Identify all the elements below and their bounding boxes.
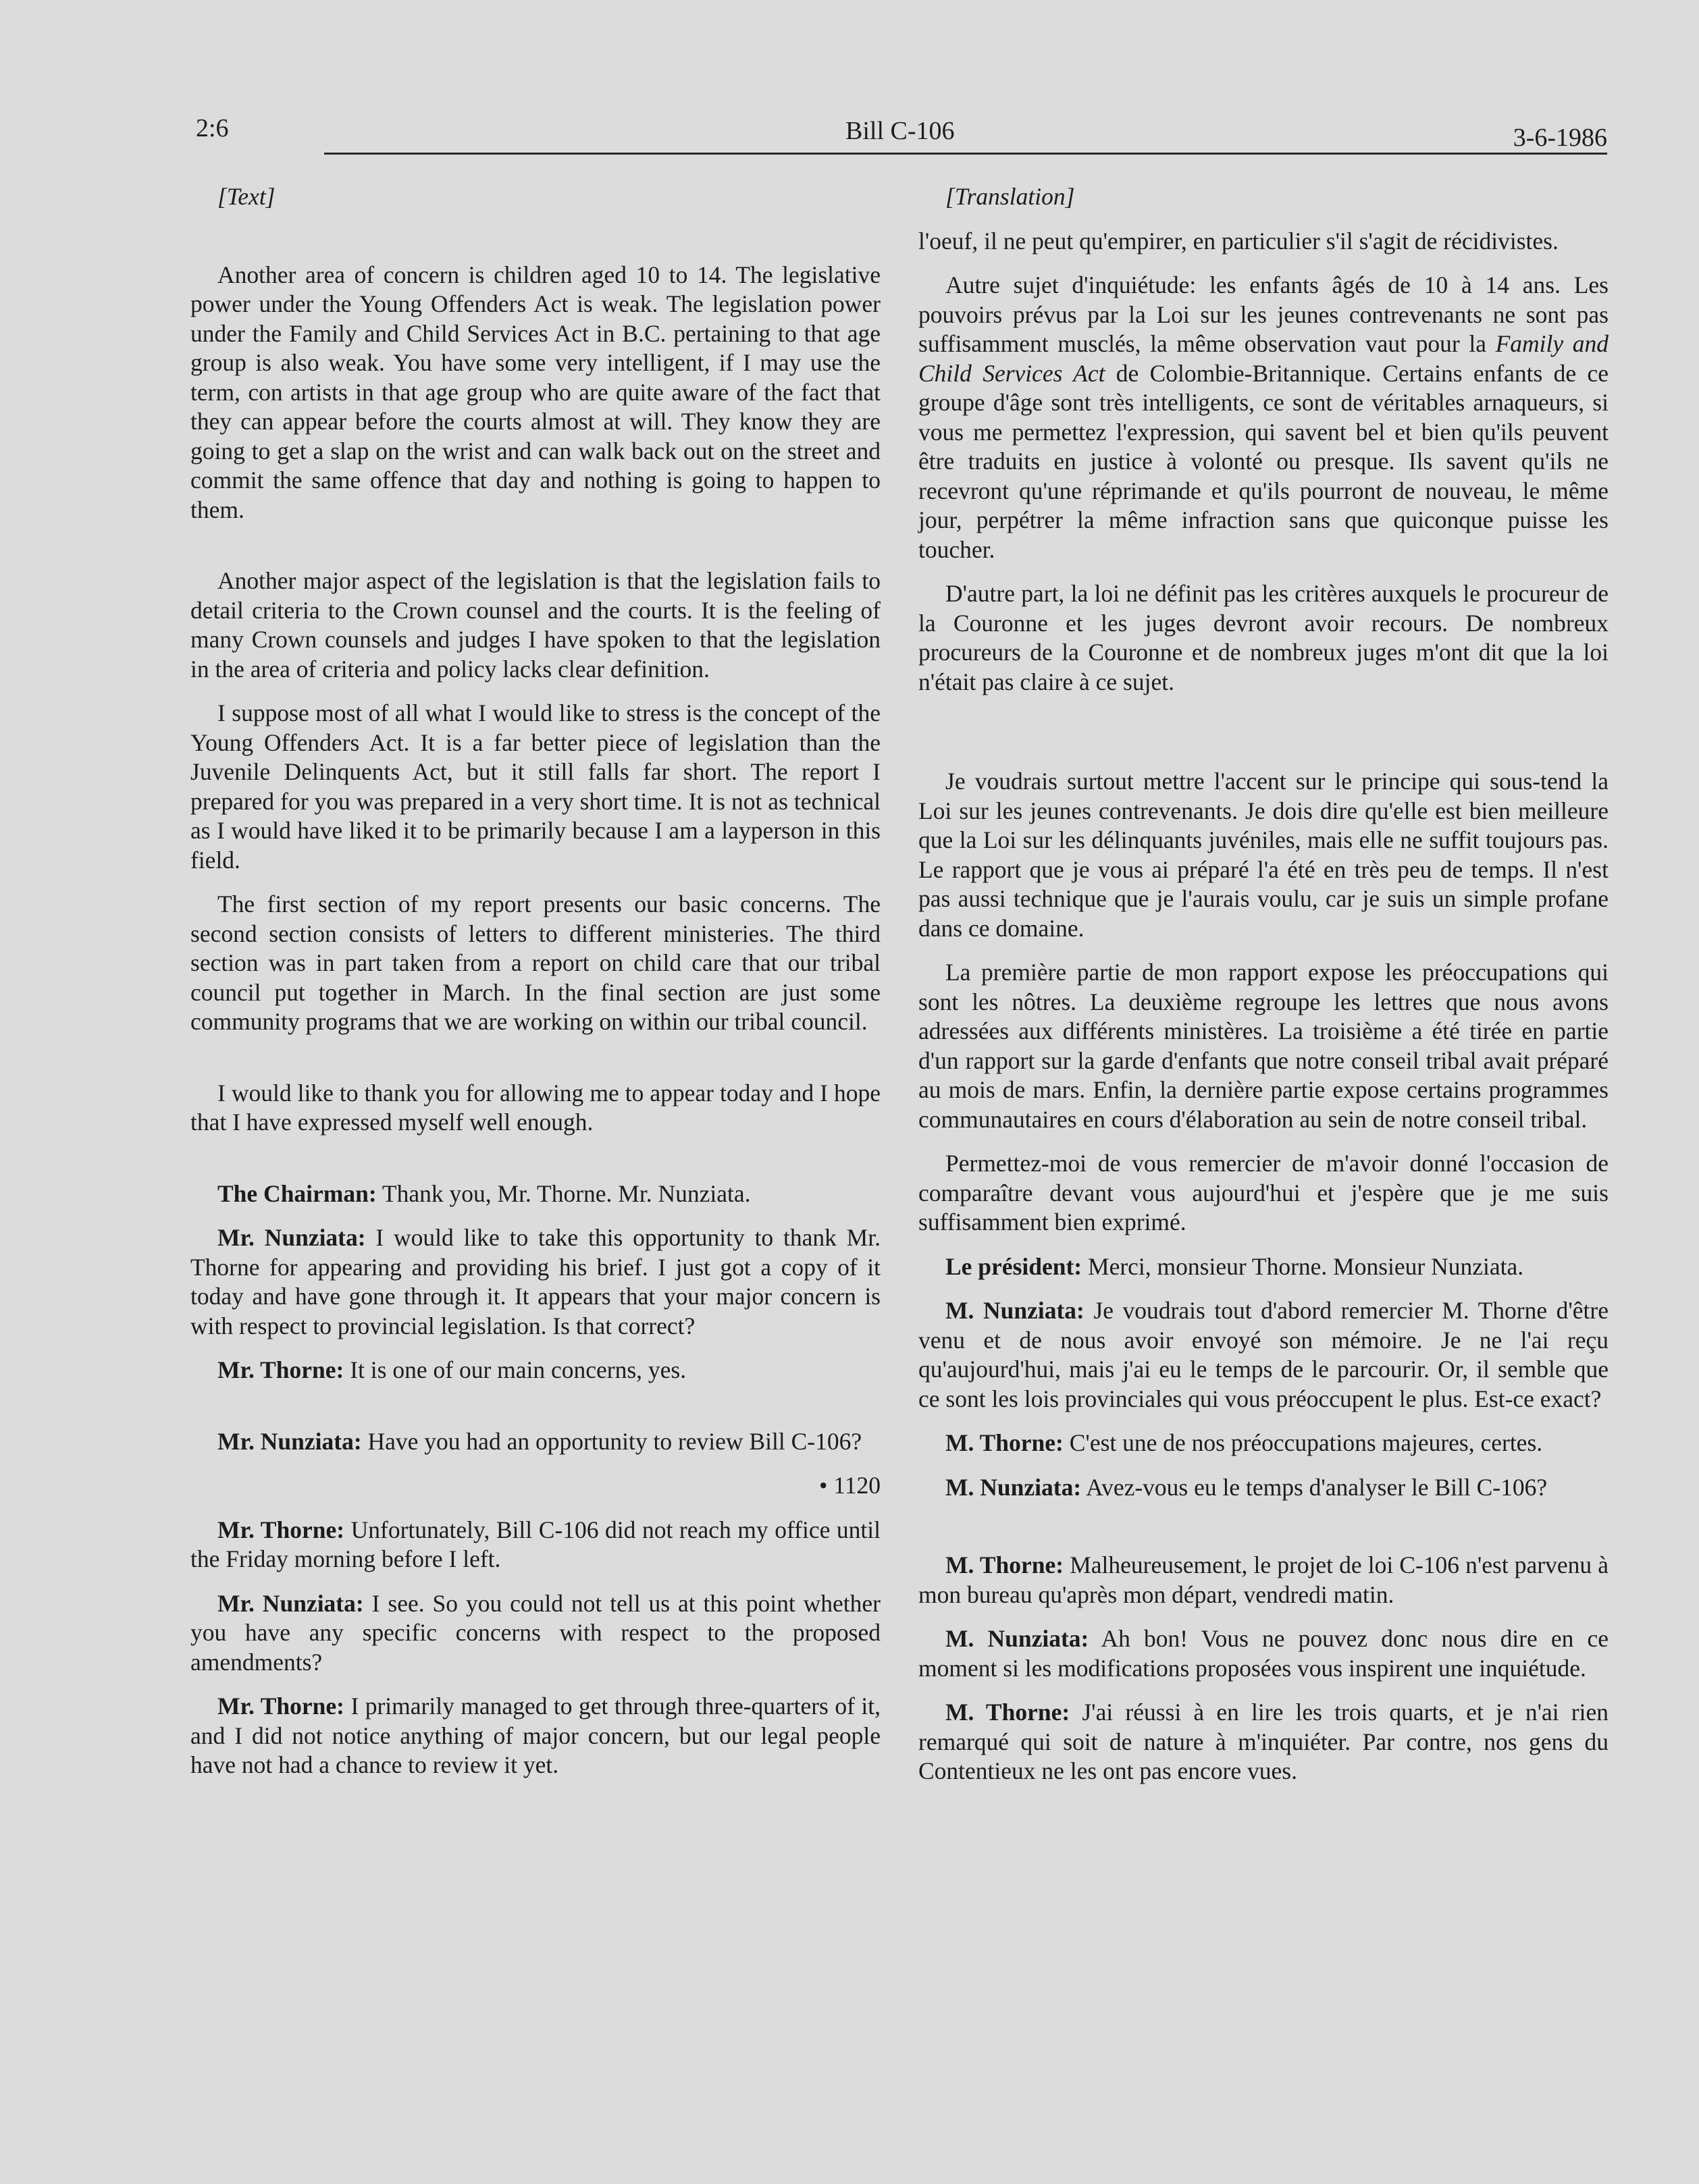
section-tag-text: [Text]: [217, 183, 276, 210]
act-title: Family and Child Services Act: [918, 330, 1609, 387]
continuation-text: l'oeuf, il ne peut qu'empirer, en particulier s'il s'agit de récidivistes.: [918, 227, 1559, 255]
french-column: [918, 182, 1609, 1801]
speech-turn: [190, 1179, 881, 1209]
speech-turn: [918, 1551, 1609, 1609]
speech-text: Ah bon! Vous ne pouvez donc nous dire en ce moment si les modifications proposées vous inspirent une inquiétude.: [918, 1625, 1609, 1682]
speech-turn: [918, 1296, 1609, 1414]
paragraph-text: Autre sujet d'inquiétude: les enfants âgés de 10 à 14 ans. Les pouvoirs prévus par la Loi sur les jeunes contrevenants ne sont pas suffisamment musclés, la même observation vaut pour la: [918, 271, 1609, 357]
paragraph-text: de Colombie-Britannique. Certains enfants de ce groupe d'âge sont très intelligents, ce sont de véritables arnaqueurs, si vous me permettez l'expression, qui savent bel et bien qu'ils peuvent être traduits en justice à volonté ou presque. Ils savent qu'ils ne recevront qu'une réprimande et qu'ils pourront de nouveau, le même jour, perpétrer la même infraction sans que quiconque puisse les toucher.: [918, 359, 1609, 563]
paragraph: D'autre part, la loi ne définit pas les critères auxquels le procureur de la Couronne et les juges devront avoir recours. De nombreux procureurs de la Couronne et de nombreux juges m'ont dit que la loi n'était pas claire à ce sujet.: [918, 580, 1609, 695]
speaker-name: Mr. Thorne:: [217, 1693, 344, 1720]
paragraph: [918, 271, 1609, 564]
paragraph: I would like to thank you for allowing me to appear today and I hope that I have expressed myself well enough.: [190, 1079, 881, 1136]
speech-turn: [190, 1692, 881, 1780]
speech-turn: [190, 1589, 881, 1678]
page-number: 2:6: [196, 114, 229, 142]
time-mark: • 1120: [819, 1472, 881, 1499]
speech-text: Have you had an opportunity to review Bill C-106?: [361, 1427, 862, 1455]
speech-text: Avez-vous eu le temps d'analyser le Bill C-106?: [1081, 1473, 1548, 1501]
section-tag-translation: [Translation]: [945, 183, 1075, 210]
speaker-name: Mr. Nunziata:: [217, 1589, 364, 1617]
speaker-name: Mr. Nunziata:: [217, 1224, 366, 1251]
paragraph: Another major aspect of the legislation is that the legislation fails to detail criteria to the Crown counsel and the courts. It is the feeling of many Crown counsels and judges I have spoken to that the legislation in the area of criteria and policy lacks clear definition.: [190, 567, 881, 683]
speaker-name: M. Thorne:: [945, 1429, 1064, 1456]
speech-turn: [190, 1427, 881, 1457]
running-title: Bill C-106: [845, 117, 955, 145]
speech-text: I would like to take this opportunity to thank Mr. Thorne for appearing and providing his brief. I just got a copy of it today and have gone through it. It appears that your major concern is with respect to provincial legislation. Is that correct?: [190, 1224, 881, 1339]
speaker-name: Mr. Thorne:: [217, 1516, 345, 1543]
page-header: [196, 113, 1607, 158]
paragraph: I suppose most of all what I would like to stress is the concept of the Young Offenders Act. It is a far better piece of legislation than the Juvenile Delinquents Act, but it still falls far short. The report I prepared for you was prepared in a very short time. It is not as technical as I would have liked it to be primarily because I am a layperson in this field.: [190, 699, 881, 874]
speaker-name: Mr. Nunziata:: [217, 1427, 362, 1455]
english-column: [190, 182, 881, 1795]
speech-turn: [918, 1624, 1609, 1683]
speech-turn: [918, 1429, 1609, 1458]
speaker-name: Le président:: [945, 1252, 1082, 1280]
header-rule: [324, 153, 1607, 155]
speaker-name: M. Thorne:: [945, 1551, 1064, 1578]
speaker-name: M. Nunziata:: [945, 1625, 1089, 1652]
paragraph: Another area of concern is children aged 10 to 14. The legislative power under the Young Offenders Act is weak. The legislation power under the Family and Child Services Act in B.C. pertaining to that age group is also weak. You have some very intelligent, if I may use the term, con artists in that age group who are quite aware of the fact that they can appear before the courts almost at will. They know they are going to get a slap on the wrist and can walk back out on the street and commit the same offence that day and nothing is going to happen to them.: [190, 261, 881, 523]
speech-text: Malheureusement, le projet de loi C-106 n'est parvenu à mon bureau qu'après mon départ, vendredi matin.: [918, 1551, 1609, 1608]
speech-text: I primarily managed to get through three-quarters of it, and I did not notice anything of major concern, but our legal people have not had a chance to review it yet.: [190, 1693, 881, 1778]
header-date: 3-6-1986: [1513, 124, 1607, 152]
speech-text: Merci, monsieur Thorne. Monsieur Nunziata.: [1082, 1252, 1524, 1280]
paragraph: La première partie de mon rapport expose les préoccupations qui sont les nôtres. La deuxième regroupe les lettres que nous avons adressées aux différents ministères. La troisième a été tirée en partie d'un rapport sur la garde d'enfants que notre conseil tribal avait préparé au mois de mars. Enfin, la dernière partie expose certains programmes communautaires en cours d'élaboration au sein de notre conseil tribal.: [918, 959, 1609, 1133]
speech-text: Thank you, Mr. Thorne. Mr. Nunziata.: [376, 1179, 751, 1207]
speech-text: Unfortunately, Bill C-106 did not reach my office until the Friday morning before I left.: [190, 1516, 881, 1572]
speaker-name: The Chairman:: [217, 1179, 377, 1207]
speech-turn: [190, 1356, 881, 1385]
paragraph: Permettez-moi de vous remercier de m'avoir donné l'occasion de comparaître devant vous aujourd'hui et j'espère que je me suis suffisamment bien exprimé.: [918, 1150, 1609, 1235]
speech-turn: [918, 1698, 1609, 1786]
speech-text: It is one of our main concerns, yes.: [344, 1356, 687, 1383]
speech-turn: [190, 1223, 881, 1341]
speaker-name: M. Thorne:: [945, 1699, 1070, 1726]
speaker-name: M. Nunziata:: [945, 1297, 1084, 1324]
speech-turn: [190, 1516, 881, 1574]
speech-text: J'ai réussi à en lire les trois quarts, et je n'ai rien remarqué qui soit de nature à m'inquiéter. Par contre, nos gens du Contentieux ne les ont pas encore vues.: [918, 1699, 1609, 1784]
speech-text: I see. So you could not tell us at this point whether you have any specific concerns with respect to the proposed amendments?: [190, 1589, 881, 1676]
speech-turn: [918, 1473, 1609, 1503]
speaker-name: M. Nunziata:: [945, 1473, 1082, 1501]
speech-turn: [918, 1252, 1609, 1282]
speech-text: C'est une de nos préoccupations majeures, certes.: [1063, 1429, 1543, 1456]
speech-text: Je voudrais tout d'abord remercier M. Thorne d'être venu et de nous avoir envoyé son mémoire. Je ne l'ai reçu qu'aujourd'hui, mais j'ai eu le temps de le parcourir. Or, il semble que ce sont les lois provinciales qui vous préoccupent le plus. Est-ce exact?: [918, 1297, 1609, 1412]
paragraph: The first section of my report presents our basic concerns. The second section consists of letters to different ministeries. The third section was in part taken from a report on child care that our tribal council put together in March. In the final section are just some community programs that we are working on within our tribal council.: [190, 890, 881, 1035]
speaker-name: Mr. Thorne:: [217, 1356, 344, 1383]
paragraph: Je voudrais surtout mettre l'accent sur le principe qui sous-tend la Loi sur les jeunes contrevenants. Je dois dire qu'elle est bien meilleure que la Loi sur les délinquants juvéniles, mais elle ne suffit toujours pas. Le rapport que je vous ai préparé l'a été en très peu de temps. Il n'est pas aussi technique que je l'aurais voulu, car je suis un simple profane dans ce domaine.: [918, 768, 1609, 942]
